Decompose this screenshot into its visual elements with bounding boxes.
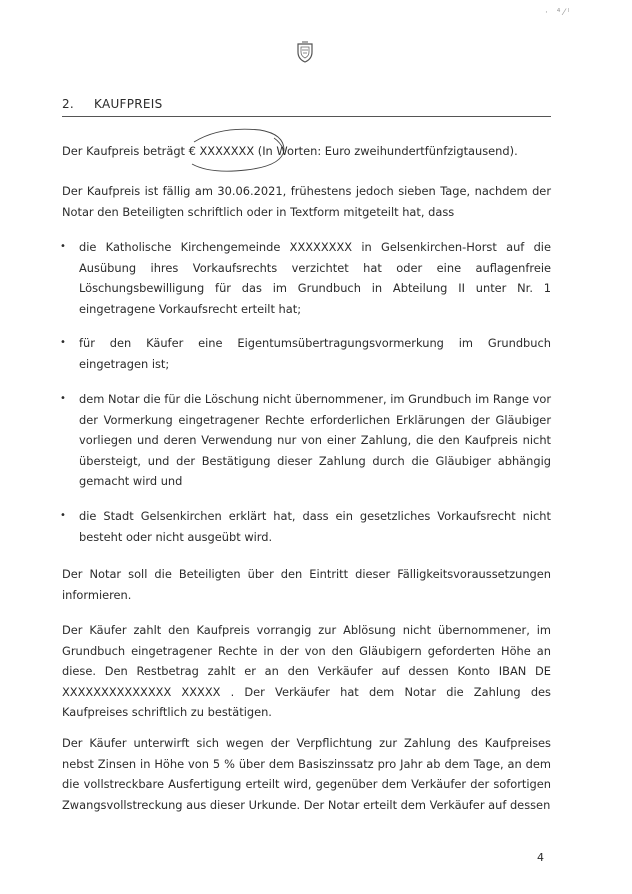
bullet-icon: • [60, 337, 66, 348]
list-item [60, 506, 551, 547]
bullet-icon: • [60, 393, 66, 404]
list-item-text: dem Notar die für die Löschung nicht übernommener, im Grundbuch im Range vor der Vormerkung eingetragener Rechte erforderlichen Erklärungen der Gläubiger vorliegen und deren Verwendung nur von einer Zahlung, die den Kaufpreis nicht übersteigt, und der Bestätigung dieser Zahlung durch die Gläubiger abhängig gemacht wird und [79, 392, 551, 488]
list-item-text: für den Käufer eine Eigentumsübertragungsvormerkung im Grundbuch eingetragen ist; [79, 336, 551, 371]
list-item-text: die Katholische Kirchengemeinde XXXXXXXX in Gelsenkirchen-Horst auf die Ausübung ihres Vorkaufsrechts verzichtet hat oder eine auflagenfreie Löschungsbewilligung für das im Grundbuch in Abteilung II unter Nr. 1 eingetragene Vorkaufsrecht erteilt hat; [79, 240, 551, 316]
enforcement-paragraph: Der Käufer unterwirft sich wegen der Verpflichtung zur Zahlung des Kaufpreises nebst Zinsen in Höhe von 5 % über dem Basiszinssatz pro Jahr ab dem Tage, an dem die vollstreckbare Ausfertigung erteilt wird, gegenüber dem Verkäufer der sofortigen Zwangsvollstreckung aus dieser Urkunde. Der Notar erteilt dem Verkäufer auf dessen [62, 736, 551, 812]
due-date-paragraph: Der Kaufpreis ist fällig am 30.06.2021, frühestens jedoch sieben Tage, nachdem der Notar den Beteiligten schriftlich oder in Textform mitgeteilt hat, dass [62, 184, 551, 219]
list-item [60, 237, 551, 319]
payment-paragraph: Der Käufer zahlt den Kaufpreis vorrangig zur Ablösung nicht übernommener, im Grundbuch eingetragener Rechte in der von den Gläubigern geforderten Höhe an diese. Den Restbetrag zahlt er an den Verkäufer auf dessen Konto IBAN DE XXXXXXXXXXXXXX XXXXX . Der Verkäufer hat dem Notar die Zahlung des Kaufpreises schriftlich zu bestätigen. [62, 623, 551, 719]
page-number: 4 [537, 851, 544, 864]
bullet-icon: • [60, 510, 66, 521]
price-paragraph: Der Kaufpreis beträgt € XXXXXXX (In Worten: Euro zweihundertfünfzigtausend). [62, 144, 518, 158]
section-number: 2. [62, 97, 75, 111]
list-item [60, 389, 551, 492]
list-item [60, 333, 551, 374]
section-title: KAUFPREIS [94, 97, 163, 111]
bullet-icon: • [60, 241, 66, 252]
margin-scribble: · ⁴⁄ˡ [545, 8, 573, 18]
notary-info-paragraph: Der Notar soll die Beteiligten über den Eintritt dieser Fälligkeitsvoraussetzungen informieren. [62, 567, 551, 602]
list-item-text: die Stadt Gelsenkirchen erklärt hat, dass ein gesetzliches Vorkaufsrecht nicht besteht oder nicht ausgeübt wird. [79, 509, 551, 544]
section-heading [62, 97, 551, 117]
coat-of-arms-icon [295, 41, 315, 63]
